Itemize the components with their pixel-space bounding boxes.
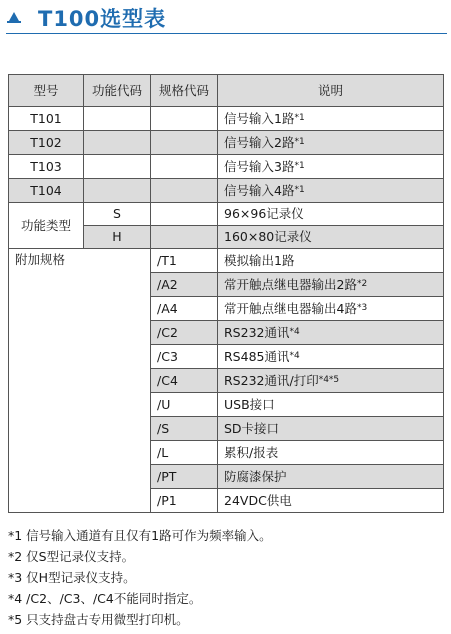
model-cell: T103 [9, 155, 84, 179]
empty-cell [84, 155, 151, 179]
model-cell: T101 [9, 107, 84, 131]
footnote: *2 仅S型记录仪支持。 [8, 549, 135, 564]
footnote: *1 信号输入通道有且仅有1路可作为频率输入。 [8, 528, 272, 543]
spec-code-cell: /A4 [151, 297, 218, 321]
function-code-cell: S [84, 203, 151, 226]
spec-code-cell: /L [151, 441, 218, 465]
description-cell: 信号输入1路$^{*1}$ [218, 107, 444, 131]
model-cell: T102 [9, 131, 84, 155]
description-cell: 24VDC供电 [218, 489, 444, 513]
empty-cell [151, 131, 218, 155]
description-cell: 信号输入4路$^{*1}$ [218, 179, 444, 203]
addon-spec-label: 附加规格 [9, 249, 151, 513]
function-type-label: 功能类型 [9, 203, 84, 249]
empty-cell [151, 107, 218, 131]
description-cell: RS232通讯$^{*4}$ [218, 321, 444, 345]
empty-cell [151, 155, 218, 179]
description-cell: 信号输入2路$^{*1}$ [218, 131, 444, 155]
empty-cell [84, 107, 151, 131]
description-cell: RS485通讯$^{*4}$ [218, 345, 444, 369]
empty-cell [151, 203, 218, 226]
empty-cell [151, 179, 218, 203]
model-cell: T104 [9, 179, 84, 203]
spec-code-cell: /U [151, 393, 218, 417]
description-cell: 信号输入3路$^{*1}$ [218, 155, 444, 179]
description-cell: 防腐漆保护 [218, 465, 444, 489]
spec-code-cell: /C4 [151, 369, 218, 393]
table-row [9, 107, 444, 131]
description-cell: RS232通讯/打印$^{*4*5}$ [218, 369, 444, 393]
page-title: T100选型表 [38, 7, 167, 31]
table-row [9, 203, 444, 226]
selection-table [8, 74, 444, 513]
description-cell: 模拟输出1路 [218, 249, 444, 273]
spec-code-cell: /S [151, 417, 218, 441]
table-row [9, 131, 444, 155]
description-cell: 96×96记录仪 [218, 203, 444, 226]
description-cell: 累积/报表 [218, 441, 444, 465]
triangle-icon [9, 12, 19, 21]
description-cell: USB接口 [218, 393, 444, 417]
triangle-icon-base [7, 21, 21, 23]
spec-code-cell: /C2 [151, 321, 218, 345]
function-code-cell: H [84, 226, 151, 249]
col-header-model: 型号 [9, 75, 84, 107]
footnote: *4 /C2、/C3、/C4不能同时指定。 [8, 591, 202, 606]
spec-code-cell: /PT [151, 465, 218, 489]
spec-code-cell: /C3 [151, 345, 218, 369]
spec-code-cell: /T1 [151, 249, 218, 273]
table-row [9, 179, 444, 203]
col-header-function-code: 功能代码 [84, 75, 151, 107]
description-cell: SD卡接口 [218, 417, 444, 441]
footnote: *3 仅H型记录仪支持。 [8, 570, 136, 585]
page-header [0, 0, 451, 34]
header-divider [6, 33, 447, 34]
spec-code-cell: /P1 [151, 489, 218, 513]
empty-cell [84, 131, 151, 155]
spec-code-cell: /A2 [151, 273, 218, 297]
description-cell: 常开触点继电器输出2路$^{*2}$ [218, 273, 444, 297]
description-cell: 常开触点继电器输出4路$^{*3}$ [218, 297, 444, 321]
footnotes [8, 525, 448, 630]
col-header-spec-code: 规格代码 [151, 75, 218, 107]
table-row [9, 249, 444, 273]
empty-cell [151, 226, 218, 249]
description-cell: 160×80记录仪 [218, 226, 444, 249]
footnote: *5 只支持盘古专用微型打印机。 [8, 612, 189, 627]
empty-cell [84, 179, 151, 203]
table-row [9, 155, 444, 179]
col-header-description: 说明 [218, 75, 444, 107]
table-header-row [9, 75, 444, 107]
